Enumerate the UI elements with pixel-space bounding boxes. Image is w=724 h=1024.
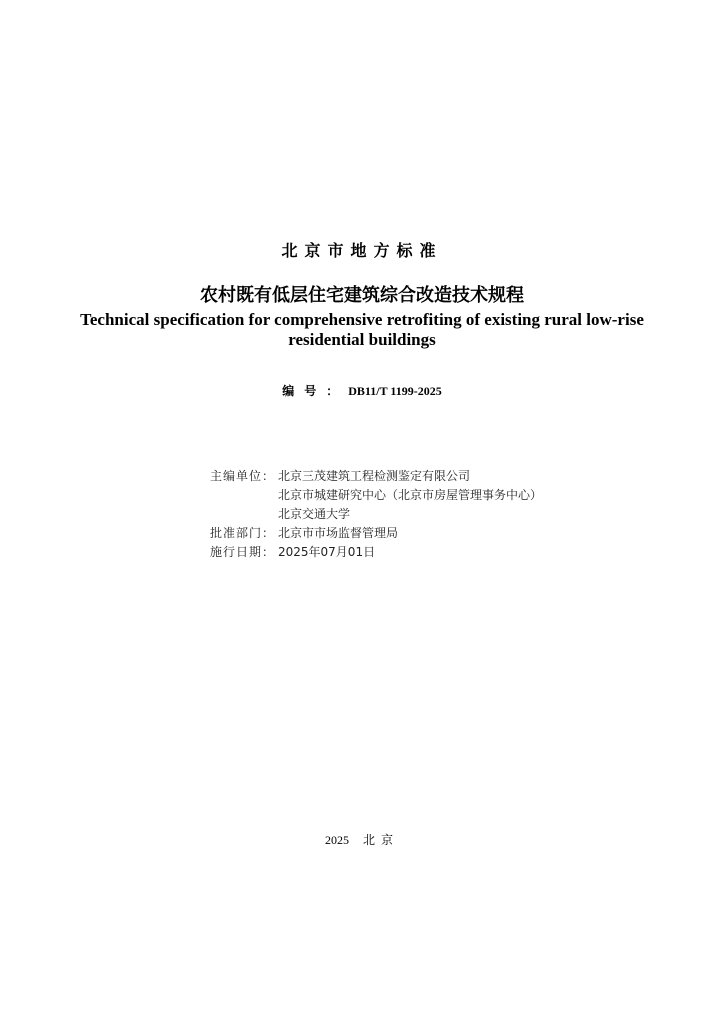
footer <box>0 831 724 849</box>
footer-year: 2025 <box>324 833 349 847</box>
editor-label: 主编单位： <box>210 469 276 483</box>
footer-city: 北京 <box>362 833 399 847</box>
title-chinese: 农村既有低层住宅建筑综合改造技术规程 <box>200 285 524 306</box>
editor-unit-3: 北京交通大学 <box>278 507 351 521</box>
standard-code-label: 编号： <box>282 384 349 398</box>
editor-unit-2: 北京市城建研究中心（北京市房屋管理事务中心） <box>278 488 543 502</box>
title-english: Technical specification for comprehensive retrofiting of existing rural low-rise residential buildings <box>80 310 644 349</box>
editor-unit-1: 北京三茂建筑工程检测鉴定有限公司 <box>278 469 471 483</box>
effective-date-label: 施行日期： <box>210 545 276 559</box>
standard-type-heading: 北京市地方标准 <box>281 241 443 260</box>
standard-code-value: DB11/T 1199-2025 <box>348 384 442 398</box>
standard-code <box>0 382 724 400</box>
approver-label: 批准部门： <box>210 526 276 540</box>
effective-date-value: 2025年07月01日 <box>278 545 376 559</box>
approver-value: 北京市市场监督管理局 <box>278 526 399 540</box>
